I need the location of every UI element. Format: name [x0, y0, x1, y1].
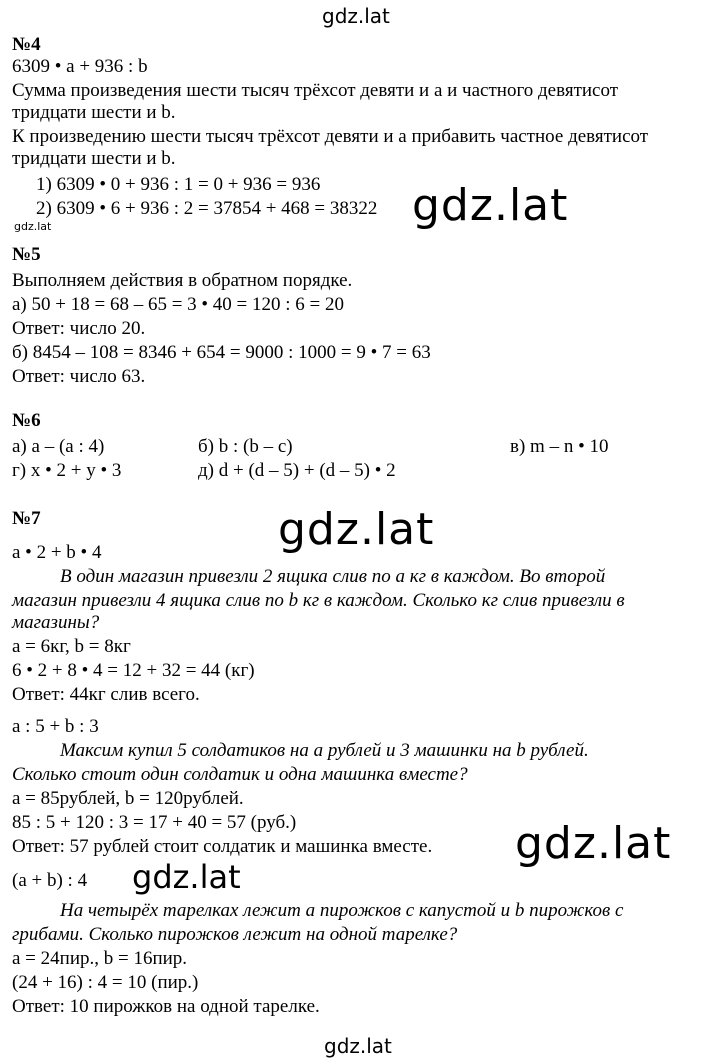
task6-header: №6: [12, 410, 41, 431]
task7-problem3-line-1: На четырёх тарелках лежит a пирожков с капустой и b пирожков с: [60, 900, 624, 921]
watermark-large-3: gdz.lat: [515, 818, 672, 869]
task7-expression-2: a : 5 + b : 3: [12, 716, 99, 737]
task7-problem2-line-2: Сколько стоит один солдатик и одна машинка вместе?: [12, 764, 468, 785]
task4-line-1: Сумма произведения шести тысяч трёхсот девяти и a и частного девятисот: [12, 80, 619, 101]
task7-problem2-line-1: Максим купил 5 солдатиков на a рублей и 3 машинки на b рублей.: [60, 740, 589, 761]
task4-calc-2: 2) 6309 • 6 + 936 : 2 = 37854 + 468 = 38322: [36, 198, 378, 219]
task7-problem3-values: a = 24пир., b = 16пир.: [12, 948, 188, 969]
task7-problem2-calc: 85 : 5 + 120 : 3 = 17 + 40 = 57 (руб.): [12, 812, 297, 833]
task7-header: №7: [12, 508, 41, 529]
task7-problem1-answer: Ответ: 44кг слив всего.: [12, 684, 200, 705]
watermark-small: gdz.lat: [14, 220, 52, 233]
task6-item-b: б) b : (b – c): [198, 436, 293, 457]
task7-problem1-values: a = 6кг, b = 8кг: [12, 636, 131, 657]
task4-line-4: тридцати шести и b.: [12, 148, 176, 169]
task6-item-d: д) d + (d – 5) + (d – 5) • 2: [198, 460, 396, 481]
task4-calc-1: 1) 6309 • 0 + 936 : 1 = 0 + 936 = 936: [36, 174, 321, 195]
task6-item-g: г) x • 2 + y • 3: [12, 460, 122, 481]
task7-problem1-line-1: В один магазин привезли 2 ящика слив по a кг в каждом. Во второй: [60, 566, 606, 587]
task5-line-3: Ответ: число 20.: [12, 318, 146, 339]
task7-problem1-line-3: магазины?: [12, 612, 100, 633]
task7-problem1-calc: 6 • 2 + 8 • 4 = 12 + 32 = 44 (кг): [12, 660, 255, 681]
task6-item-v: в) m – n • 10: [510, 436, 609, 457]
task6-item-a: а) a – (a : 4): [12, 436, 105, 457]
task5-line-5: Ответ: число 63.: [12, 366, 146, 387]
watermark-bottom: gdz.lat: [324, 1034, 392, 1058]
task5-line-2: а) 50 + 18 = 68 – 65 = 3 • 40 = 120 : 6 = 20: [12, 294, 345, 315]
task7-problem2-values: a = 85рублей, b = 120рублей.: [12, 788, 244, 809]
task5-header: №5: [12, 244, 41, 265]
task7-problem3-calc: (24 + 16) : 4 = 10 (пир.): [12, 972, 199, 993]
task4-expression: 6309 • a + 936 : b: [12, 56, 148, 77]
task7-expression-1: a • 2 + b • 4: [12, 542, 102, 563]
watermark-large-2: gdz.lat: [278, 504, 435, 555]
task4-header: №4: [12, 34, 41, 55]
watermark-large-4: gdz.lat: [132, 858, 241, 896]
task7-expression-3: (a + b) : 4: [12, 870, 88, 891]
task7-problem2-answer: Ответ: 57 рублей стоит солдатик и машинка вместе.: [12, 836, 433, 857]
task7-problem1-line-2: магазин привезли 4 ящика слив по b кг в каждом. Сколько кг слив привезли в: [12, 590, 625, 611]
watermark-large-1: gdz.lat: [412, 180, 569, 231]
task7-problem3-line-2: грибами. Сколько пирожков лежит на одной тарелке?: [12, 924, 458, 945]
task5-line-4: б) 8454 – 108 = 8346 + 654 = 9000 : 1000 = 9 • 7 = 63: [12, 342, 431, 363]
task7-problem3-answer: Ответ: 10 пирожков на одной тарелке.: [12, 996, 320, 1017]
task4-line-3: К произведению шести тысяч трёхсот девяти и a прибавить частное девятисот: [12, 126, 649, 147]
task4-line-2: тридцати шести и b.: [12, 102, 176, 123]
watermark-top: gdz.lat: [322, 4, 390, 28]
task5-line-1: Выполняем действия в обратном порядке.: [12, 270, 353, 291]
